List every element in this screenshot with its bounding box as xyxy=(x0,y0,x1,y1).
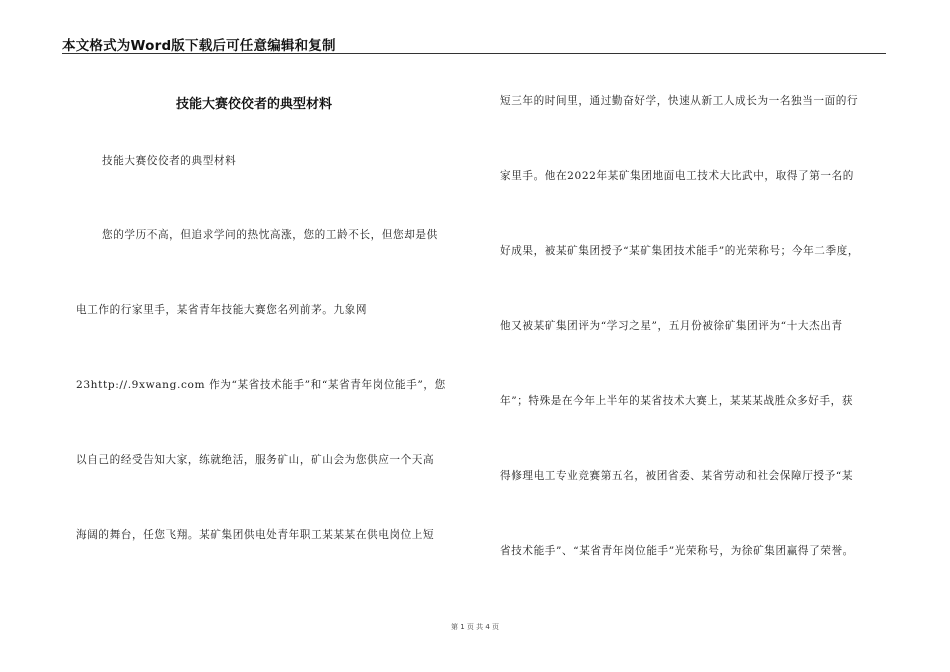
body-line: 短三年的时间里，通过勤奋好学，快速从新工人成长为一名独当一面的行 xyxy=(500,95,859,107)
page-header: 本文格式为Word版下载后可任意编辑和复制 xyxy=(62,38,336,54)
body-line: 海阔的舞台，任您飞翔。某矿集团供电处青年职工某某某在供电岗位上短 xyxy=(76,529,435,541)
body-line: 好成果，被某矿集团授予“某矿集团技术能手”的光荣称号；今年二季度， xyxy=(500,245,860,257)
page-number: 第 1 页 共 4 页 xyxy=(450,623,500,631)
body-line: 23http://.9xwang.com 作为“某省技术能手”和“某省青年岗位能手”，您 xyxy=(76,379,446,391)
body-line: 技能大赛佼佼者的典型材料 xyxy=(102,155,237,167)
body-line: 家里手。他在2022年某矿集团地面电工技术大比武中，取得了第一名的 xyxy=(500,170,854,182)
body-line: 省技术能手”、“某省青年岗位能手”光荣称号，为徐矿集团赢得了荣誉。 xyxy=(500,545,854,557)
body-line: 电工作的行家里手，某省青年技能大赛您名列前茅。九象网 xyxy=(76,304,368,316)
body-line: 您的学历不高，但追求学问的热忱高涨，您的工龄不长，但您却是供 xyxy=(102,229,438,241)
document-title: 技能大赛佼佼者的典型材料 xyxy=(176,97,333,112)
body-line: 年”；特殊是在今年上半年的某省技术大赛上，某某某战胜众多好手，获 xyxy=(500,395,854,407)
body-line: 以自己的经受告知大家，练就绝活，服务矿山，矿山会为您供应一个天高 xyxy=(76,454,435,466)
header-rule xyxy=(62,53,886,54)
body-line: 他又被某矿集团评为“学习之星”，五月份被徐矿集团评为“十大杰出青 xyxy=(500,320,843,332)
body-line: 得修理电工专业竞赛第五名，被团省委、某省劳动和社会保障厅授予“某 xyxy=(500,470,854,482)
